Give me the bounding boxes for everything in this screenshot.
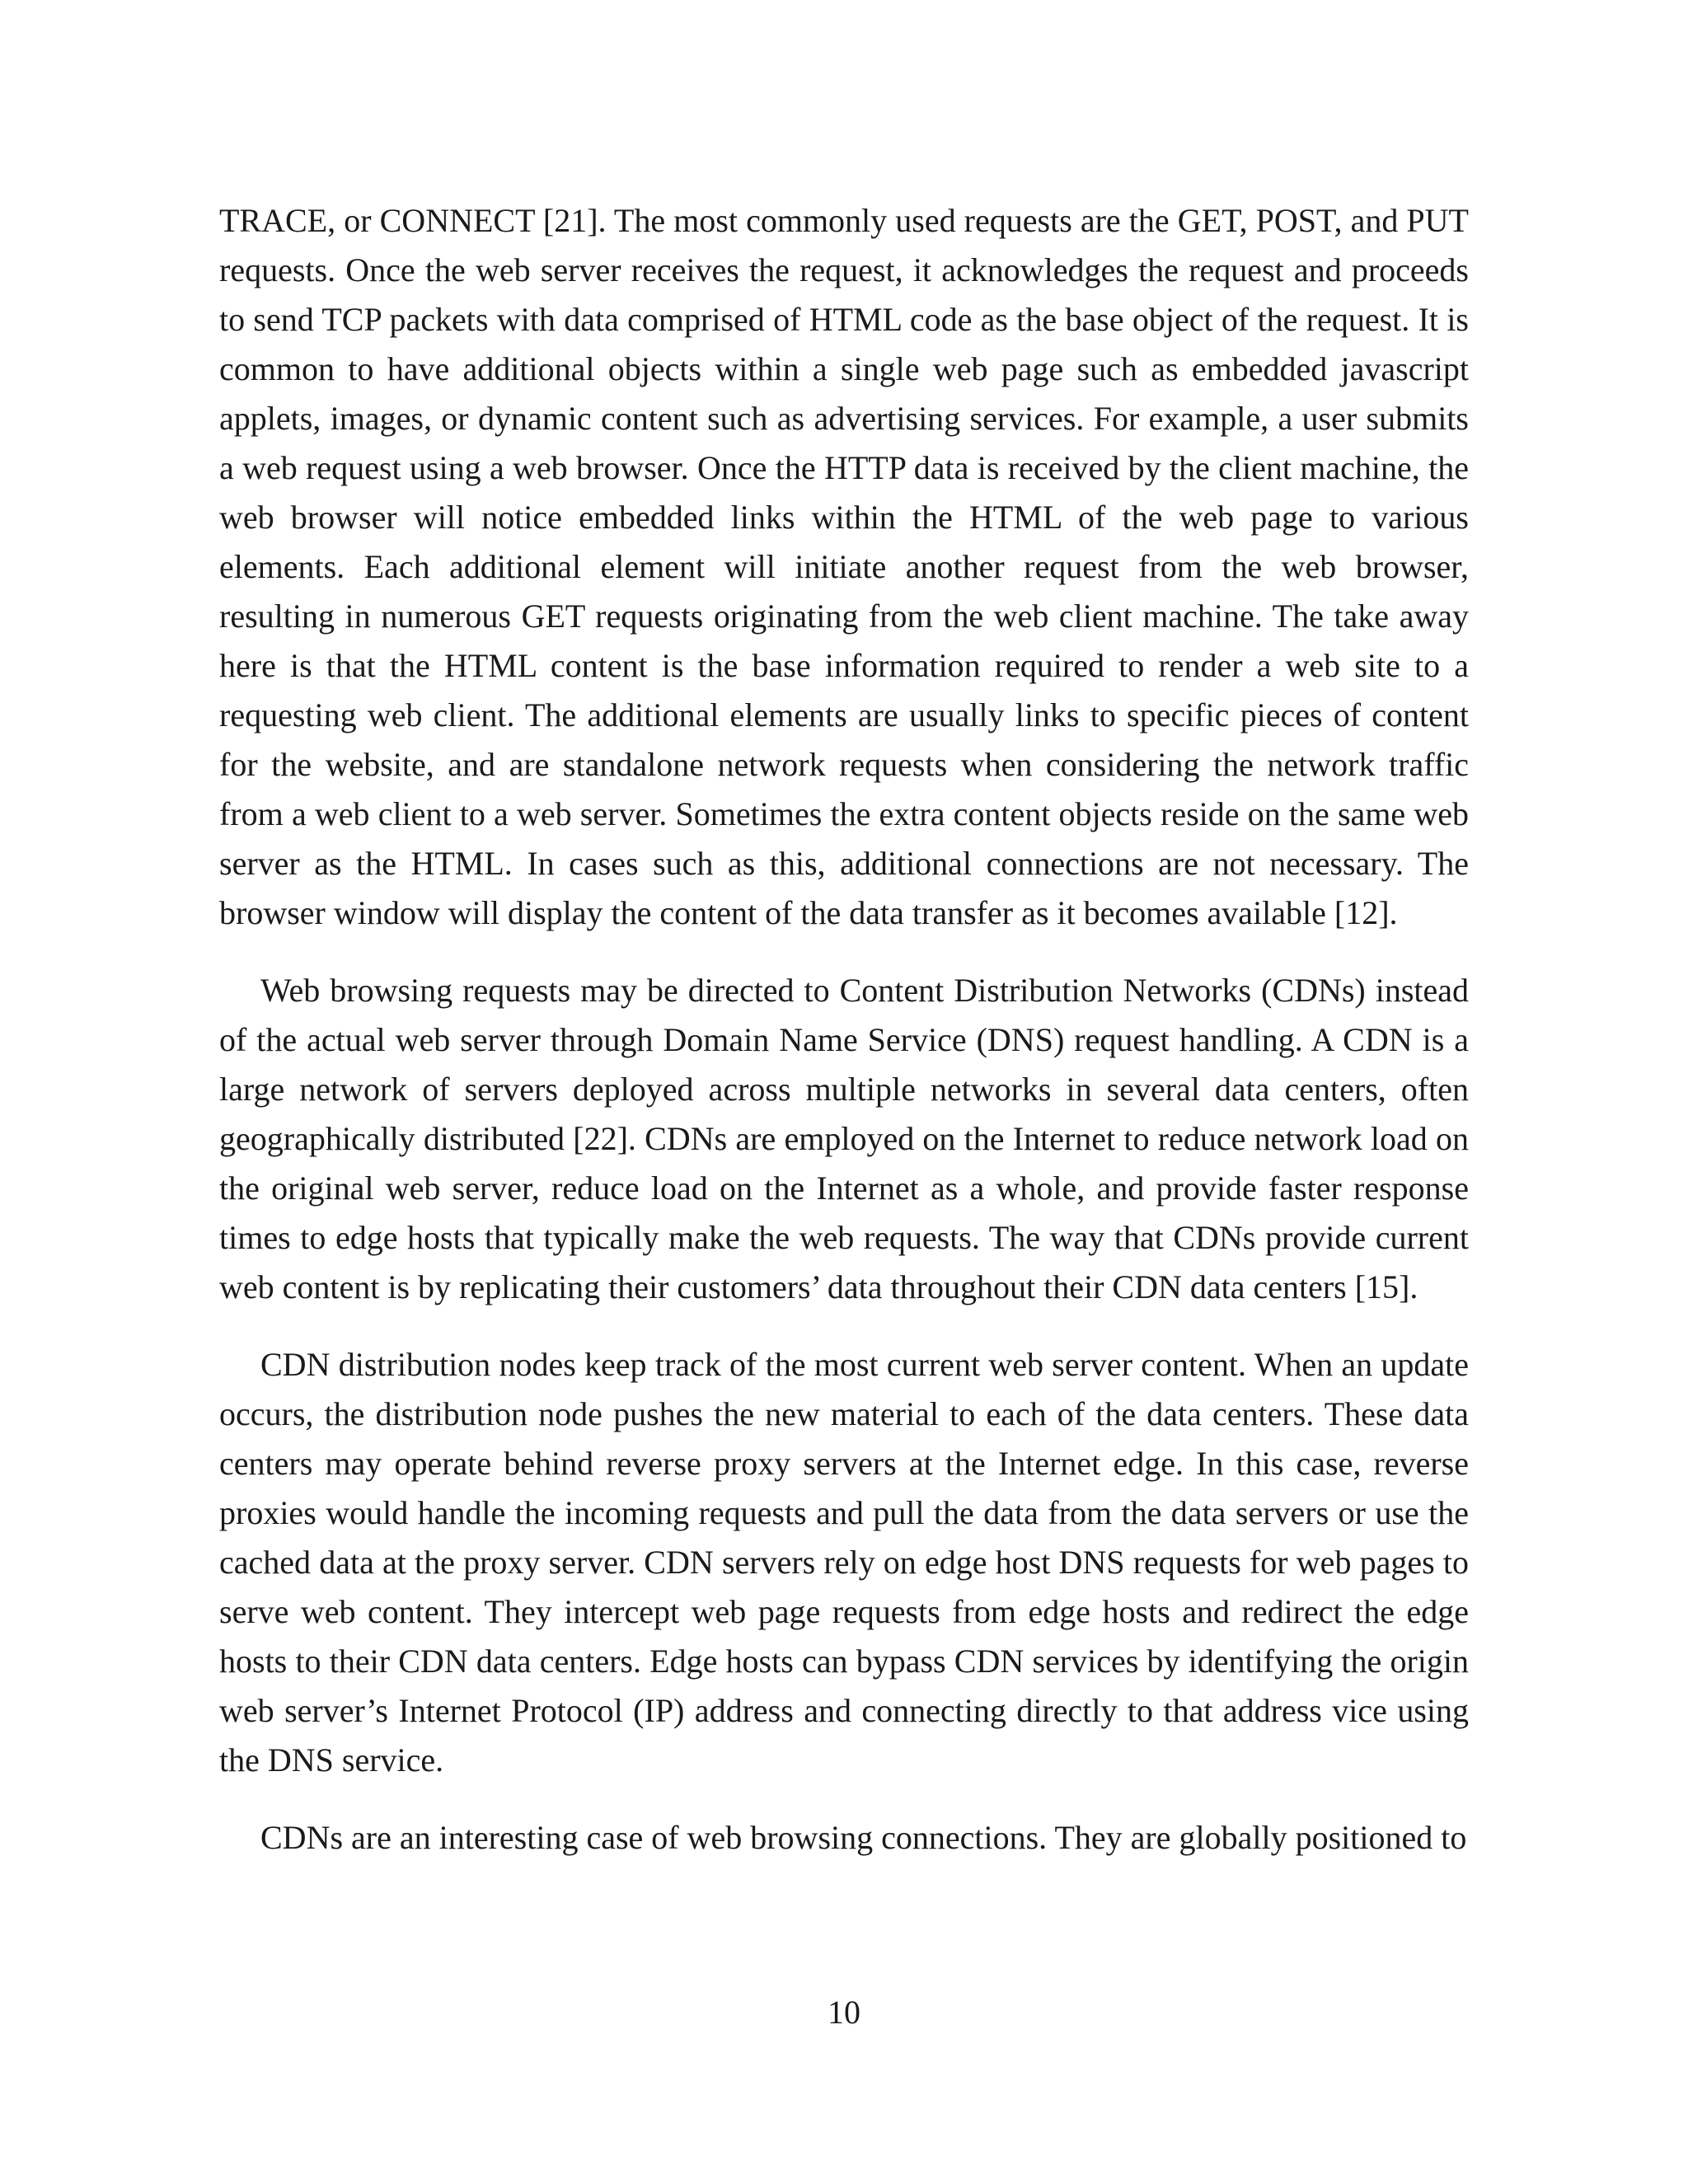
body-text xyxy=(219,196,1469,1863)
paragraph-cdn-distribution: CDN distribution nodes keep track of the most current web server content. When an update occurs, the distribution node pushes the new material to each of the data centers. These data centers may operate behind reverse proxy servers at the Internet edge. In this case, reverse proxies would handle the incoming requests and pull the data from the data servers or use the cached data at the proxy server. CDN servers rely on edge host DNS requests for web pages to serve web content. They intercept web page requests from edge hosts and redirect the edge hosts to their CDN data centers. Edge hosts can bypass CDN services by identifying the origin web server’s Internet Protocol (IP) address and connecting directly to that address vice using the DNS service. xyxy=(219,1346,1469,1779)
page-number: 10 xyxy=(828,1994,860,2031)
paragraph-cdn-connections: CDNs are an interesting case of web browsing connections. They are globally positioned to xyxy=(260,1819,1467,1856)
paragraph-cdn-intro: Web browsing requests may be directed to Content Distribution Networks (CDNs) instead of the actual web server through Domain Name Service (DNS) request handling. A CDN is a large network of servers deployed across multiple networks in several data centers, often geographically distributed [22]. CDNs are employed on the Internet to reduce network load on the original web server, reduce load on the Internet as a whole, and provide faster response times to edge hosts that typically make the web requests. The way that CDNs provide current web content is by replicating their customers’ data throughout their CDN data centers [15]. xyxy=(219,972,1469,1305)
paragraph-http-requests: TRACE, or CONNECT [21]. The most commonly used requests are the GET, POST, and PUT requests. Once the web server receives the request, it acknowledges the request and proceeds to send TCP packets with data comprised of HTML code as the base object of the request. It is common to have additional objects within a single web page such as embedded javascript applets, images, or dynamic content such as advertising services. For example, a user submits a web request using a web browser. Once the HTTP data is received by the client machine, the web browser will notice embedded links within the HTML of the web page to various elements. Each additional element will initiate another request from the web browser, resulting in numerous GET requests originating from the web client machine. The take away here is that the HTML content is the base information required to render a web site to a requesting web client. The additional elements are usually links to specific pieces of content for the website, and are standalone network requests when considering the network traffic from a web client to a web server. Sometimes the extra content objects reside on the same web server as the HTML. In cases such as this, additional connections are not necessary. The browser window will display the content of the data transfer as it becomes available [12]. xyxy=(219,202,1469,931)
